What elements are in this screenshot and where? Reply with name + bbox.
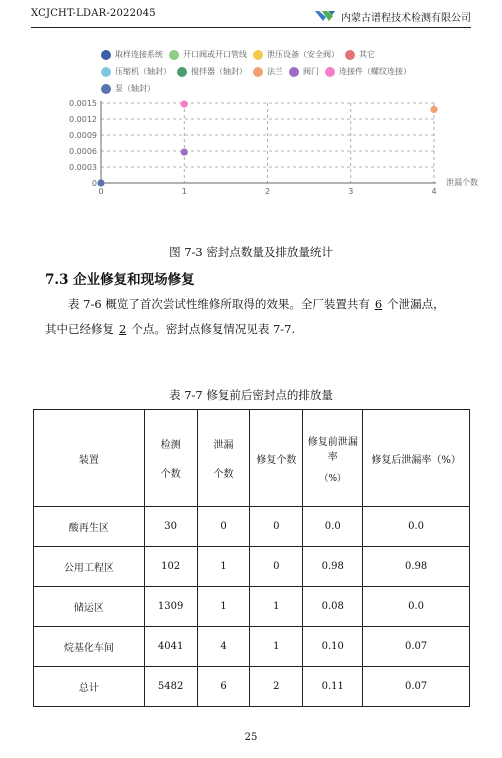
x-tick-label: 0	[98, 187, 104, 196]
section-title: 7.3 企业修复和现场修复	[45, 272, 195, 288]
legend-item: 阀门	[289, 66, 319, 77]
legend-item: 开口阀或开口管线	[169, 49, 247, 60]
data-point	[181, 148, 188, 155]
x-tick-label: 1	[181, 187, 187, 196]
x-axis-label: 泄漏个数	[446, 178, 478, 187]
legend-item: 搅拌器（轴封）	[177, 66, 247, 77]
table-row: 酸再生区 30 0 0 0.0 0.0	[34, 507, 470, 547]
y-tick-label: 0.0012	[69, 115, 97, 124]
col-header-repaired: 修复个数	[250, 410, 303, 507]
legend-item: 压缩机（轴封）	[101, 66, 171, 77]
scatter-chart	[0, 0, 502, 240]
col-header-detect: 检测 个数	[144, 410, 197, 507]
document-code: XCJCHT-LDAR-2022045	[31, 8, 156, 19]
table-row: 总计 5482 6 2 0.11 0.07	[34, 667, 470, 707]
col-header-leak: 泄漏 个数	[197, 410, 250, 507]
table-row: 储运区 1309 1 1 0.08 0.0	[34, 587, 470, 627]
data-point	[181, 100, 188, 107]
repaired-count-value: 2	[119, 322, 127, 336]
x-tick-label: 3	[348, 187, 354, 196]
data-point	[97, 179, 104, 186]
legend-item: 连接件（螺纹连接）	[325, 66, 411, 77]
x-tick-label: 2	[264, 187, 271, 196]
legend-item: 取样连接系统	[101, 49, 163, 60]
page-number: 25	[244, 732, 258, 743]
col-header-after-rate: 修复后泄漏率（%）	[363, 410, 470, 507]
x-tick-label: 4	[431, 187, 437, 196]
legend-item: 泵（轴封）	[101, 83, 155, 94]
y-tick-label: 0	[91, 179, 97, 188]
legend-item: 其它	[345, 49, 375, 60]
leak-total-value: 6	[374, 297, 383, 311]
y-tick-label: 0.0003	[69, 163, 97, 172]
y-tick-label: 0.0015	[69, 99, 97, 108]
table-row: 公用工程区 102 1 0 0.98 0.98	[34, 547, 470, 587]
table-header-row	[34, 410, 470, 507]
paragraph: 表 7-6 概览了首次尝试性维修所取得的效果。全厂装置共有 6 个泄漏点， 其中已经修复 2 个点。密封点修复情况见表 7-7.	[45, 297, 445, 336]
data-point	[430, 106, 437, 113]
legend-item: 泄压设备（安全阀）	[253, 49, 339, 60]
repair-table	[33, 409, 470, 707]
y-tick-label: 0.0009	[69, 131, 97, 140]
table-caption: 表 7-7 修复前后密封点的排放量	[169, 388, 333, 402]
table-row: 烷基化车间 4041 4 1 0.10 0.07	[34, 627, 470, 667]
legend-item: 法兰	[253, 66, 283, 77]
y-tick-label: 0.0006	[69, 147, 97, 156]
col-header-before-rate: 修复前泄漏率 （%）	[303, 410, 363, 507]
figure-caption: 图 7-3 密封点数量及排放量统计	[169, 245, 333, 259]
col-header-device: 装置	[34, 410, 145, 507]
company-name: 内蒙古谱程技术检测有限公司	[341, 12, 471, 24]
